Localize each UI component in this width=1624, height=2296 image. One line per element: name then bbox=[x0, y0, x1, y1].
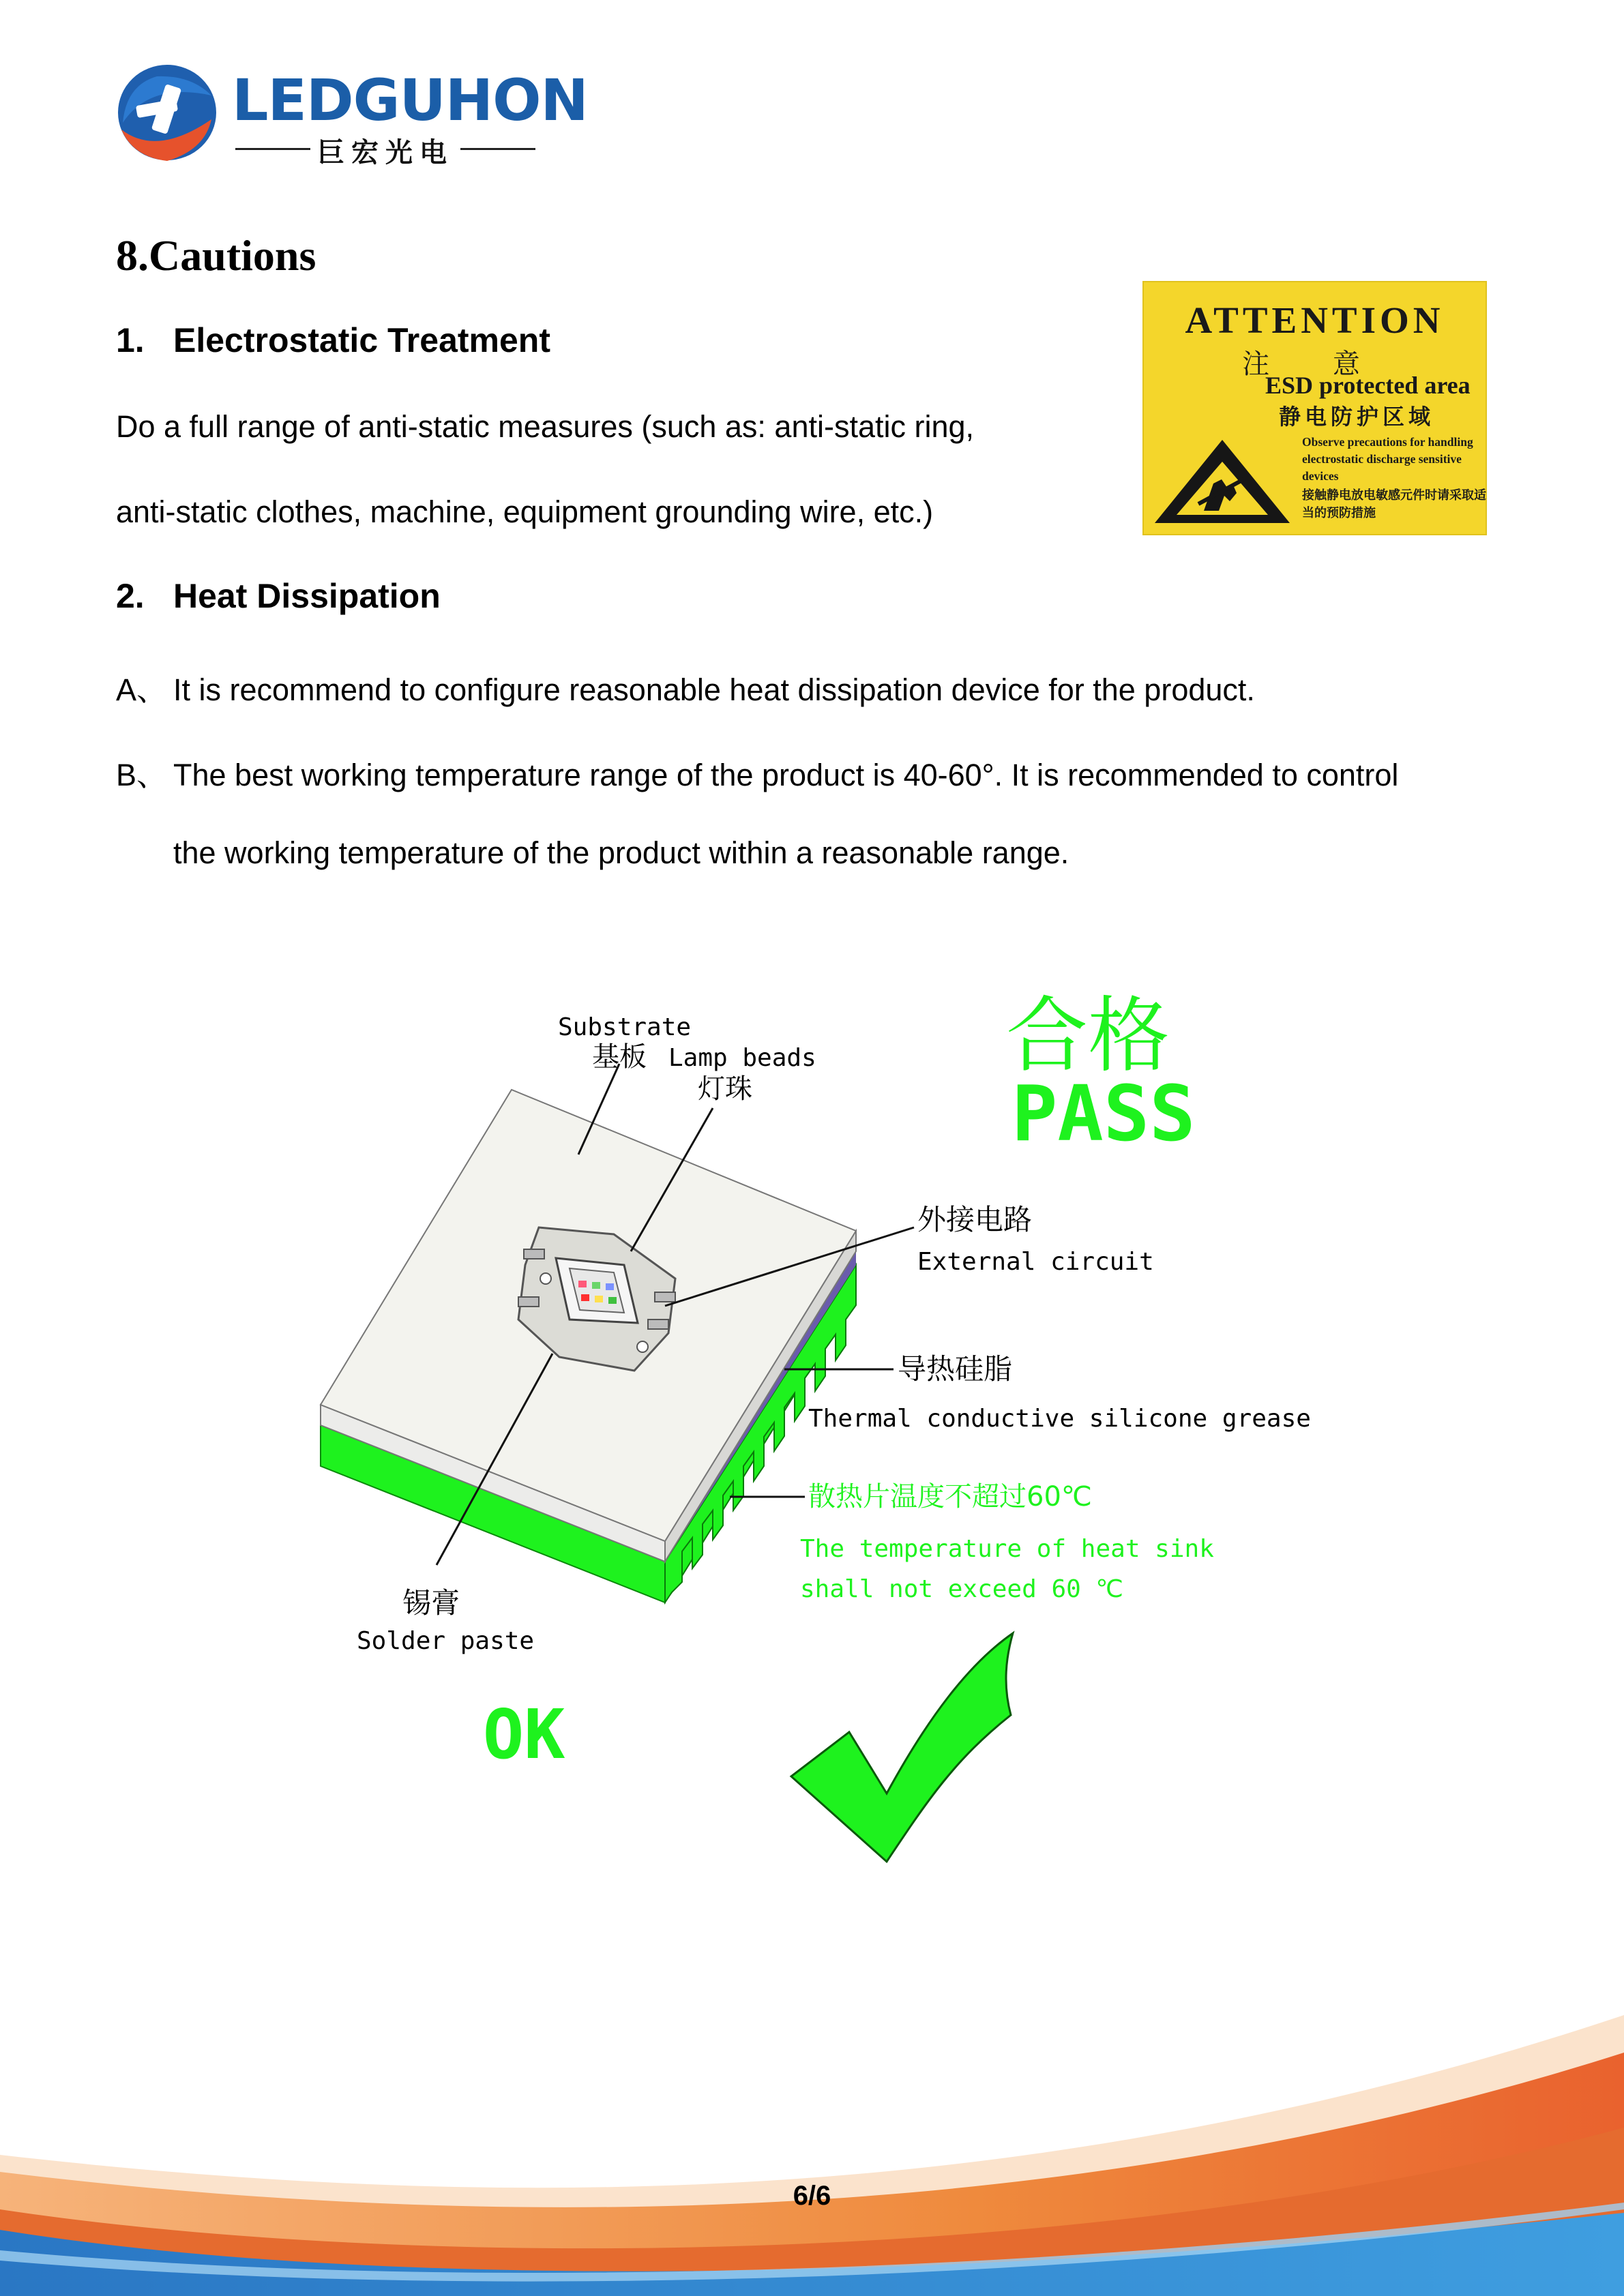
external-circuit-label-cn: 外接电路 bbox=[917, 1203, 1033, 1236]
sign-esd-text-cn: 静电防护区域 bbox=[1279, 404, 1435, 430]
ok-label: OK bbox=[483, 1695, 565, 1774]
heat-item-a bbox=[116, 665, 1255, 709]
section-title: 8.Cautions bbox=[116, 231, 316, 280]
grease-label: Thermal conductive silicone grease bbox=[808, 1405, 1311, 1433]
sign-esd-text: ESD protected area bbox=[1265, 372, 1471, 399]
heading-text: Electrostatic Treatment bbox=[173, 321, 550, 359]
heading-text: Heat Dissipation bbox=[173, 577, 441, 615]
external-circuit-label: External circuit bbox=[917, 1248, 1154, 1276]
pass-label: PASS bbox=[1012, 1070, 1196, 1159]
electrostatic-heading bbox=[116, 320, 550, 360]
solder-paste-label-cn: 锡膏 bbox=[402, 1586, 460, 1620]
sign-title: ATTENTION bbox=[1185, 299, 1445, 341]
page-number: 6/6 bbox=[793, 2181, 831, 2211]
item-text: The best working temperature range of the product is 40-60°. It is recommended to control bbox=[173, 758, 1399, 792]
heat-dissipation-diagram bbox=[300, 982, 1364, 1882]
item-letter: B、 bbox=[116, 758, 168, 792]
electrostatic-text-line2: anti-static clothes, machine, equipment grounding wire, etc.) bbox=[116, 494, 934, 529]
pass-label-cn: 合格 bbox=[1006, 989, 1170, 1084]
heatsink-label-line1: The temperature of heat sink bbox=[800, 1535, 1214, 1563]
logo-emblem-icon bbox=[109, 55, 225, 170]
logo-brand-text: LEDGUHON bbox=[232, 67, 588, 134]
esd-attention-sign bbox=[1142, 281, 1487, 535]
heatsink-label-line2: shall not exceed 60 ℃ bbox=[800, 1575, 1123, 1603]
heat-dissipation-heading bbox=[116, 576, 441, 616]
esd-warning-triangle-icon bbox=[1151, 436, 1294, 528]
substrate-label-cn: 基板 bbox=[592, 1041, 647, 1073]
logo-subtitle bbox=[235, 131, 535, 170]
sign-observe-text: Observe precautions for handling electrostatic discharge sensitive devices bbox=[1302, 435, 1473, 483]
substrate-label: Substrate bbox=[558, 1013, 692, 1041]
logo-subtitle-text: 巨宏光电 bbox=[317, 137, 454, 168]
sign-title-cn: 注 意 bbox=[1242, 348, 1387, 380]
lamp-beads-label-cn: 灯珠 bbox=[698, 1073, 752, 1105]
pass-checkmark-icon bbox=[791, 1633, 1013, 1862]
lamp-beads-label: Lamp beads bbox=[668, 1044, 816, 1072]
grease-label-cn: 导热硅脂 bbox=[898, 1352, 1013, 1386]
sign-observe-text-cn: 接触静电放电敏感元件时请采取适当的预防措施 bbox=[1302, 488, 1486, 520]
item-letter: A、 bbox=[116, 672, 168, 707]
electrostatic-text-line1: Do a full range of anti-static measures (such as: anti-static ring, bbox=[116, 409, 975, 444]
heat-item-b bbox=[116, 750, 1398, 794]
company-logo bbox=[109, 55, 588, 170]
heading-number: 1. bbox=[116, 321, 145, 359]
heading-number: 2. bbox=[116, 577, 145, 615]
footer-decoration bbox=[0, 1991, 1624, 2296]
solder-paste-label: Solder paste bbox=[357, 1627, 535, 1655]
heat-item-b-continued: the working temperature of the product within a reasonable range. bbox=[173, 835, 1069, 870]
heatsink-label-cn: 散热片温度不超过60℃ bbox=[808, 1481, 1092, 1512]
item-text: It is recommend to configure reasonable heat dissipation device for the product. bbox=[173, 672, 1255, 707]
